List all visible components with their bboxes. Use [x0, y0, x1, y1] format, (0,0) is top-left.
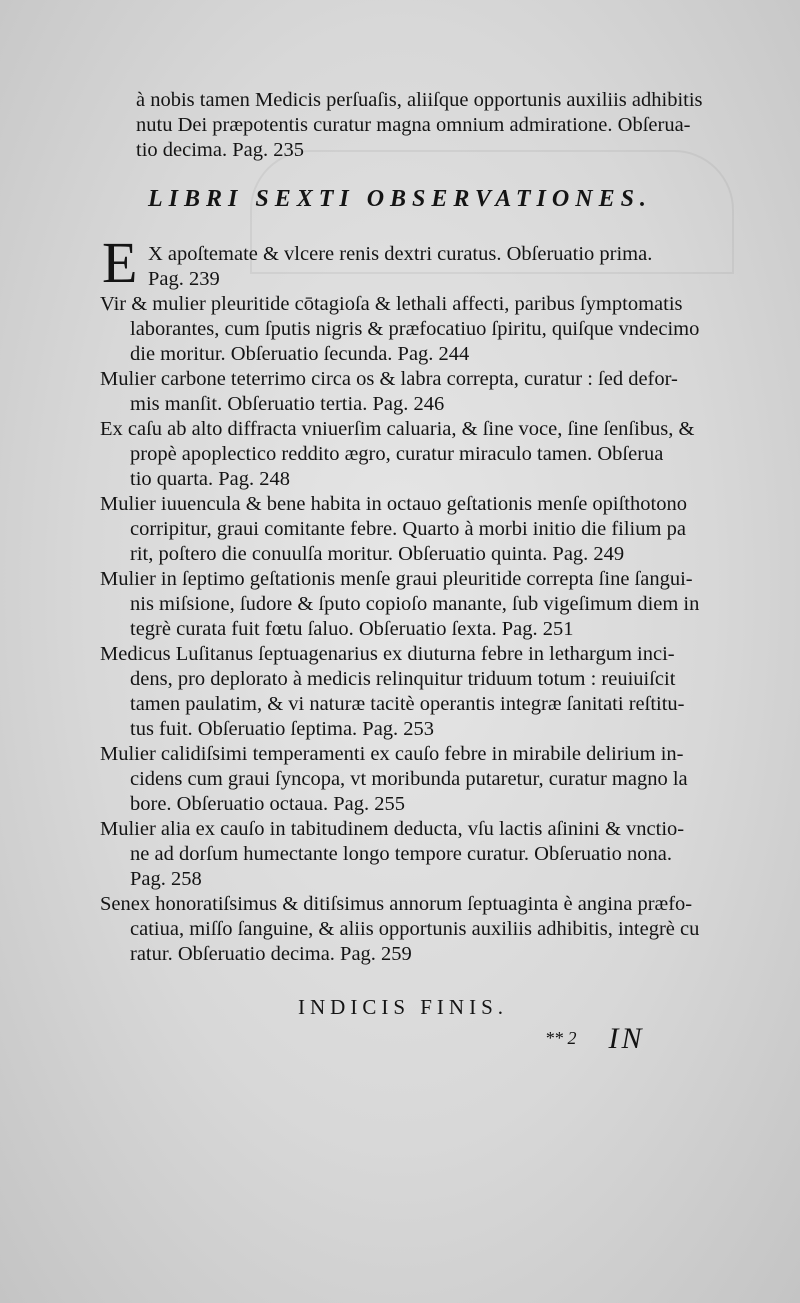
observation-entry	[100, 567, 720, 642]
entry-line: cidens cum graui ſyncopa, vt moribunda putaretur, curatur magno la	[130, 768, 688, 790]
entry-line: Pag. 258	[130, 868, 202, 890]
observation-entry	[100, 492, 720, 567]
entry-line: Senex honoratiſsimus & ditiſsimus annorum ſeptuaginta è angina præfo-	[100, 893, 693, 915]
entry-line: dens, pro deplorato à medicis relinquitur triduum totum : reuiuiſcit	[130, 668, 676, 690]
intro-line: nutu Dei præpotentis curatur magna omnium admiratione. Obſerua-	[136, 114, 691, 136]
intro-paragraph	[136, 88, 756, 163]
entry-line: Vir & mulier pleuritide cōtagioſa & lethali affecti, paribus ſymptomatis	[100, 293, 683, 315]
entry-line: ratur. Obſeruatio decima. Pag. 259	[130, 943, 412, 965]
entry-line: Pag. 239	[148, 268, 220, 290]
entry-line: catiua, miſſo ſanguine, & aliis opportunis auxiliis adhibitis, integrè cu	[130, 918, 700, 940]
entry-line: tamen paulatim, & vi naturæ tacitè operantis integræ ſanitati reſtitu-	[130, 693, 685, 715]
observation-entry	[100, 817, 720, 892]
entry-line: nis miſsione, ſudore & ſputo copioſo manante, ſub vigeſimum diem in	[130, 593, 700, 615]
intro-line: à nobis tamen Medicis perſuaſis, aliiſque opportunis auxiliis adhibitis	[136, 89, 703, 111]
entry-line: Ex caſu ab alto diffracta vniuerſim caluaria, & ſine voce, ſine ſenſibus, &	[100, 418, 695, 440]
drop-cap: E	[102, 230, 138, 295]
section-heading: LIBRI SEXTI OBSERVATIONES.	[148, 186, 652, 212]
catchword: IN	[608, 1022, 645, 1055]
observation-entry	[100, 742, 720, 817]
entry-line: Mulier in ſeptimo geſtationis menſe graui pleuritide correpta ſine ſangui-	[100, 568, 693, 590]
entry-line: ne ad dorſum humectante longo tempore curatur. Obſeruatio nona.	[130, 843, 672, 865]
entry-line: mis manſit. Obſeruatio tertia. Pag. 246	[130, 393, 445, 415]
observation-entry	[100, 417, 720, 492]
entry-line: corripitur, graui comitante febre. Quarto à morbi initio die filium pa	[130, 518, 686, 540]
observation-entry	[100, 892, 720, 967]
entry-line: rit, poſtero die conuulſa moritur. Obſeruatio quinta. Pag. 249	[130, 543, 625, 565]
page-footer-marks	[545, 1022, 645, 1056]
entry-line: tegrè curata fuit fœtu ſaluo. Obſeruatio ſexta. Pag. 251	[130, 618, 574, 640]
signature-mark: ** 2	[545, 1028, 577, 1048]
entry-line: bore. Obſeruatio octaua. Pag. 255	[130, 793, 405, 815]
observation-entry	[100, 367, 720, 417]
index-end-title: INDICIS FINIS.	[298, 995, 509, 1019]
observation-entry	[100, 292, 720, 367]
observation-entry	[100, 242, 720, 292]
entry-line: propè apoplectico reddito ægro, curatur miraculo tamen. Obſerua	[130, 443, 664, 465]
entry-line: X apoſtemate & vlcere renis dextri curatus. Obſeruatio prima.	[148, 243, 653, 265]
entry-line: tus fuit. Obſeruatio ſeptima. Pag. 253	[130, 718, 435, 740]
entry-line: die moritur. Obſeruatio ſecunda. Pag. 244	[130, 343, 470, 365]
entry-line: Mulier iuuencula & bene habita in octauo geſtationis menſe opiſthotono	[100, 493, 687, 515]
observations-list	[100, 242, 720, 967]
intro-line: tio decima. Pag. 235	[136, 139, 304, 161]
entry-line: Medicus Luſitanus ſeptuagenarius ex diuturna febre in lethargum inci-	[100, 643, 675, 665]
entry-line: tio quarta. Pag. 248	[130, 468, 290, 490]
entry-line: Mulier alia ex cauſo in tabitudinem deducta, vſu lactis aſinini & vnctio-	[100, 818, 685, 840]
entry-line: laborantes, cum ſputis nigris & præfocatiuo ſpiritu, quiſque vndecimo	[130, 318, 700, 340]
entry-line: Mulier calidiſsimi temperamenti ex cauſo febre in mirabile delirium in-	[100, 743, 684, 765]
observation-entry	[100, 642, 720, 742]
entry-line: Mulier carbone teterrimo circa os & labra correpta, curatur : ſed defor-	[100, 368, 678, 390]
